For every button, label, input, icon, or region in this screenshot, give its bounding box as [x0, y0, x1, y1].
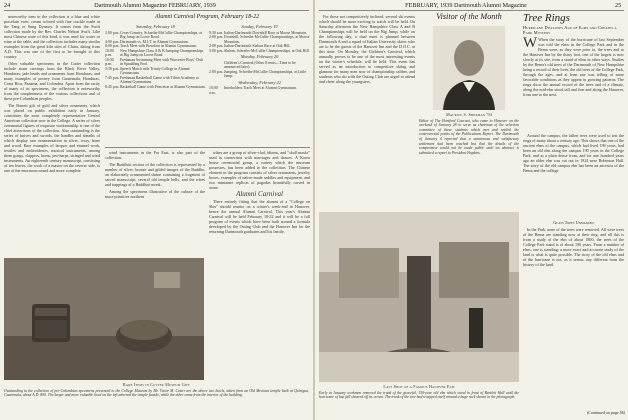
- glass-trees-text: In the Park, none of the trees were removed. All were trees of the Bema are standing now at their ring, and all this is from a study of the elm of about 1800, the trees of the College Park stand is of about 190 years. From a number of elms, one is standing; a more exact and accurate study of the land is what is quite possible. The story of the old elms and of the hurricane is not, as it seems, any different from the history of the land.: [523, 227, 624, 267]
- event-time: 8:00 p.m.: [105, 44, 120, 48]
- left-col-3: [209, 150, 310, 412]
- schedule-event: [105, 49, 206, 58]
- left-col2-paragraph: wind instruments in the Far East, is also part of the collection.: [105, 150, 205, 160]
- schedule-event: [209, 86, 310, 95]
- tree-rings-para-2: Around the campus, the fallen trees were used to test the rings of many about a century ago. This shows that one of the ancient elms of the campus, which had lived 190 years, had been an old elm along the campus 190 years in the College Park, and as a plain dense from, and for one hundred years ago an older elm was cut out in 1924 near Robinson Hall. The story of the old campus elm has been an ancestor of the Bema and the college.: [523, 133, 624, 173]
- event-desc: Track Meet with Bowdoin in Alumni Gymnasium.: [120, 44, 197, 48]
- ski-events-paragraph: For those not competitively inclined, several ski events which should be more exciting to watch will be held. On Saturday afternoon the New Hampshire Class A and B Championships will be held on the Big Jump, while on the following day, a dual meet is planned between Dartmouth A and a squad of Italian University skiers who are to be the guests of the Hanover Inn and the D.O.C. at this time. On Monday, the Children's Carnival, which annually proves to be one of the most interesting events on the winter's schedule, will be held. This event has served as an introduction to competitive skiing and glamour for many men now of championship caliber, and students who ski with the Outing Club are urged to attend and cheer along the youngsters.: [319, 14, 415, 84]
- portrait-illustration: [433, 26, 505, 110]
- right-col-1: [319, 14, 415, 210]
- event-time: 8:45 p.m.: [105, 84, 120, 89]
- right-page-number: 25: [615, 2, 622, 9]
- event-desc: Downhill, Schreihs-McCullie Championships, at Moose Mountain.: [224, 35, 310, 44]
- event-desc: Speech Match with Trinity College in Alumni Gymnasium.: [120, 66, 190, 75]
- event-time: 3:30 p.m.: [105, 66, 120, 71]
- portrait-caption: [419, 113, 519, 155]
- schedule-event: [209, 70, 310, 79]
- tree-rings-col-2: [523, 133, 624, 215]
- hurricane-elm-caption: [319, 385, 519, 400]
- event-time: 10:00 a.m.: [209, 86, 218, 95]
- schedule-event: [209, 35, 310, 44]
- carnival-program-title: Alumni Carnival Program, February 18-22: [154, 14, 260, 20]
- event-time: [209, 61, 224, 70]
- left-col-2: [105, 150, 205, 258]
- alumni-carnival-article: There entirely fitting that the alumni of a "College on Skis" should reunite on a winter's week-end in Hanover, hence the annual Alumni Carnival. This year's Alumni Carnival will be held February 18-22 and it will be a full program of events which have been built around a formula developed by the Outing Club and the Hanover Inn for the returning Dartmouth graduates and his family.: [209, 199, 310, 234]
- left-col1-paragraph: Other valuable specimens in the Cutter collection include stone carvings from the Black River Valley, Honduras; jade beads and ornaments from Honduras; and many examples of pottery from Guatemala, Honduras, Costa Rica, Panama, and Colombia. Apart from the rarity of many of its specimens, the collection is noteworthy from the completeness of the various collections and of these pre-Columbian peoples.: [4, 61, 100, 101]
- left-running-head: Dartmouth Alumni Magazine FEBRUARY, 1939: [94, 2, 216, 9]
- event-desc: Jumping, Schreihs-McCullie Championships, at Little Jump.: [224, 69, 307, 78]
- schedule-event: [105, 31, 206, 40]
- photo-illustration: [4, 258, 204, 380]
- event-time: 9:30 a.m.: [209, 30, 224, 35]
- carnival-schedule-right: [209, 23, 310, 95]
- museum-caption-text: Outstanding in the collection of pre-Columbian specimens presented to the College Museum by Mr. Victor M. Cutter are the above two bowls, taken from an Old Mexican temple built at Quirigua, Guatemala, about A.D. 800. The larger and more valuable bowl on the left adorned the temple facade, while the other came from the interior of the building.: [4, 388, 309, 398]
- event-time: 4:00 p.m.: [105, 39, 120, 44]
- museum-bowls-photo: [4, 258, 204, 380]
- event-desc: New Hampshire Class A & B Jumping Championships at Big Jump on Loose Road.: [120, 48, 204, 57]
- portrait-caption-name: Maurice S. Sherman '94: [445, 112, 493, 117]
- schedule-event: [209, 61, 310, 70]
- schedule-event: [105, 58, 206, 67]
- schedule-event: [105, 85, 206, 90]
- asia-paragraph: tribes are a group of silver-clad, idioms, and "skull masks" used in connection with marriages and dances. A Korea house ceremonial group, a variety which the museum possesses, has been added to the collection. The Chinese element in the program consists of silver ornaments, jewelry boxes, examples of native-made saddles and equipment, and two miniature replicas of pagodas beautifully carved in stone.: [209, 150, 310, 190]
- event-desc: Children's Carnival (Other Events—Time to be announced later).: [224, 60, 296, 69]
- event-time: 2:00 p.m.: [209, 44, 224, 48]
- event-time: 10:00 p.m.: [105, 48, 114, 57]
- tree-rings-text-1: When the story of the hurricane of last September was told the elms in the College Park and in the Bema were, as they were prior to, the trees and to the Hanover Inn by the thirty foot, one of the largest is now slowly at its site, from a stand of elms in other ways. Studies by the Bema's old trees of the Dartmouth of New Hampshire being a record of their lives, the old trees of the College Park, through the ages, and at least one was telling of more favorable conditions as they appear in growing patterns. The rings show the annual record of the trees and of a climate, along the mid-elm stood tall and fine and along the Hanover, from one to the next.: [523, 37, 624, 97]
- right-page: [315, 0, 628, 420]
- tree-rings-subtitle: Hurricane Discloses Age of Elms and Creates a Park Mystery: [523, 25, 617, 35]
- tree-rings-title: Tree Rings: [523, 12, 570, 24]
- continued-note: (Continued on page 56): [586, 410, 625, 415]
- tree-rings-col-3: [523, 218, 624, 408]
- glass-trees-subhead: Glass Trees Unmasked: [553, 220, 594, 225]
- schedule-bottom-rule: [105, 147, 310, 148]
- museum-photo-caption: [4, 383, 309, 398]
- left-page-number: 24: [4, 2, 11, 9]
- museum-caption-title: Rare Items in Cutter Museum Gift: [122, 382, 191, 387]
- elm-illustration: [319, 212, 519, 382]
- left-col1-paragraph: noteworthy item in the collection is a blue and white porcelain ewer, cream colored with fine crackle made in the Tang or Sung Dynasty. It comes from the Swift collection made by the Rev. Charles Nelson Swift. Like most Chinese ware of this kind, it was used for water or wine at the table, and the collection includes many similar examples from the great kiln sites of China, dating from A.D. This was one of the first to be brought to this country.: [4, 14, 100, 59]
- schedule-event: [209, 49, 310, 54]
- tree-rings-col-1: [523, 37, 624, 131]
- tree-rings-para-1: [523, 37, 624, 97]
- schedule-event: [105, 76, 206, 85]
- event-time: 3:00 p.m.: [209, 48, 224, 53]
- event-time: 2:00 p.m.: [209, 35, 224, 39]
- right-head-rule: [319, 10, 624, 11]
- event-desc: Basketball Game with Princeton at Alumni Gymnasium.: [120, 84, 206, 89]
- carnival-schedule-left: [105, 23, 206, 89]
- event-time: 2:00 p.m.: [209, 69, 224, 74]
- left-col1-paragraph: The Barrett gift of gold and silver ornaments, which was placed on public exhibition early in January, constitutes the most completely representative Central American collection now in the College. A series of silver ceremonial figures of exquisite workmanship is one of the chief attractions of the collection. Also outstanding is the series of knives and swords, the handles and sheaths of which display rare ornamentation in silver, ivory, bone and wood. Rare examples of lacquer and enamel work, textiles and embroideries, musical instruments, among them gongs, clappers, horns, jaw-harps, stringed and wind instruments. An eighteenth century manuscript, consisting of ten leaves, the work of a master on the reverse side, is one of the enormous sound and more complete: [4, 103, 100, 173]
- elm-caption-text: Early in January workmen removed the trunk of the graceful, 150-year old elm which stood in front of Bartlett Hall until the hurricane of last fall sheared off its crown. The trunk of the tree had wrapped itself around a huge rock shown in the photograph.: [319, 390, 519, 400]
- hurricane-elm-photo: [319, 212, 519, 382]
- portrait-caption-text: Editor of The Hartford Courant, who came to Hanover on the weekend of January 28 to serve as chairman of the selection committee of these students which met and settled the controversial points of the Publications Report. The Dartmouth of January 4 reported that a unanimous and satisfactory settlement had been reached but that the details of the compromise would not be made public until an abstract is submitted a report to President Hopkins.: [419, 118, 519, 155]
- event-desc: Dartmouth vs. M.I.T. in Alumni Gymnasium.: [120, 39, 189, 44]
- event-time: 7:45 p.m.: [105, 75, 120, 80]
- left-col2-paragraph: The Buddhist section of the collection is represented by a number of silver, bronze and gilded images of the Buddha, an elaborately ornamented shrine containing a fragment of sacred manuscript, several old temple bells, and the robes and trappings of a Buddhist monk.: [105, 162, 205, 187]
- schedule-day: Sunday, February 19: [241, 24, 278, 29]
- event-desc: Cross-Country, Schreihs-McCullie Championships, at Big Jump on Loose Road.: [120, 30, 202, 39]
- left-col-1: [4, 14, 100, 254]
- left-col2-paragraph: Among the specimens illustrative of the culture of the more primitive northern: [105, 189, 205, 199]
- event-desc: Italian-Dartmouth Slalom Race at Oak Hill.: [224, 44, 291, 48]
- schedule-day: Monday, February 20: [240, 54, 279, 59]
- schedule-day: Saturday, February 18: [136, 24, 175, 29]
- visitor-of-month-title: Visitor of the Month: [436, 12, 502, 21]
- sherman-portrait: [433, 26, 505, 110]
- elm-caption-title: Last Shot of a Famous Hanover Elm: [383, 384, 455, 389]
- event-time: 10:30 p.m.: [105, 57, 114, 66]
- event-desc: Freshman Basketball Game with Tilton Academy at Alumni Gymnasium.: [120, 75, 199, 84]
- event-desc: Italian-Dartmouth Downhill Race at Moose Mountain.: [224, 30, 307, 35]
- alumni-carnival-subhead: Alumni Carnival: [236, 190, 283, 198]
- right-running-head: FEBRUARY, 1939 Dartmouth Alumni Magazine: [405, 2, 527, 9]
- event-desc: Freshman Swimming Meet with Worcester Boys' Club in Spaulding Pool.: [120, 57, 203, 66]
- event-desc: Interholders Track Meet at Alumni Gymnasium.: [224, 86, 298, 90]
- event-desc: Slalom, Schreihs-McCullie Championships, at Oak Hill.: [224, 48, 310, 53]
- event-time: 2:00 p.m.: [105, 30, 120, 35]
- schedule-event: [105, 67, 206, 76]
- left-page: [0, 0, 313, 420]
- left-head-rule: [4, 10, 309, 11]
- schedule-day: Wednesday, February 22: [238, 79, 281, 85]
- drop-cap: W: [523, 35, 538, 51]
